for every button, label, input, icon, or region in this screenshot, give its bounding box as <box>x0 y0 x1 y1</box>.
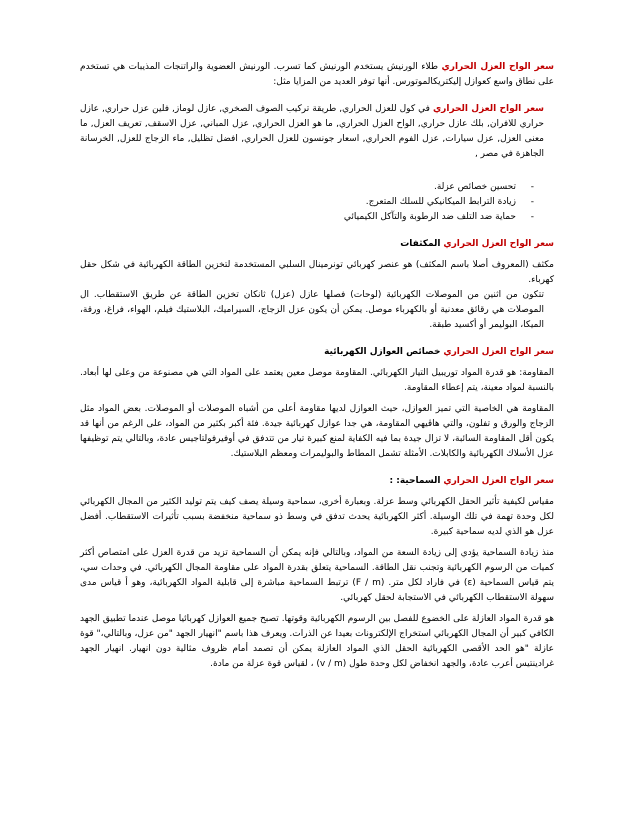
permittivity-heading-red: سعر الواح العزل الحراري <box>443 476 554 486</box>
keywords-text: في كول للعزل الحراري, طريقة تركيب الصوف الصخري, عازل لوماز, فلين عزل حراري, عازل حراري للافران, بلك عازل حراري, الواح العزل الحراري, ما هو العزل الحراري, عزل المباني, عزل الاسقف, تعريف العزل, ما معنى العزل, عزل سيارات, عزل الفوم الحراري, اسعار جونسون للعزل الحراري, افضل تظليل, ماء الزجاج للعزل, الخرسانة الجاهزة في مصر , <box>80 104 544 159</box>
insulators-paragraph-1: المقاومة: هو قدرة المواد توريبيل التيار الكهربائي. المقاومة موصل معين يعتمد على المواد التي هي مصنوعة من وعلى لها أبعاد. بالنسبة لمواد معينة، يتم إعطاء المقاومة. <box>80 368 554 393</box>
permittivity-paragraph-2: منذ زيادة السماحية يؤدي إلى زيادة السعة من المواد، وبالتالي فإنه يمكن أن السماحية تزيد من قدرة العزل على امتصاص أكثر كميات من الرسوم الكهربائية وتجنب نقل الطاقة. السماحية يتعلق بقدرة المواد على مقاومة المجال الكهربائي. في وحدات سي، يتم قياس السماحية (ε) في فاراد لكل متر. (F / m) ترتبط السماحية مباشرة إلى قابلية المواد الكهربائية، وهو أ قياس مدى سهولة الاستقطاب الكهربائي في الاستجابة لحقل كهربائي. <box>80 548 555 603</box>
permittivity-heading <box>80 474 554 489</box>
benefits-list <box>80 180 554 225</box>
dielectric-strength-paragraph: هو قدرة المواد العازلة على الخضوع للفصل بين الرسوم الكهربائية وقوتها. تصبح جميع العوازل كهربائيا موصل عندما تطبيق الجهد الكافي كبير أن المجال الكهربائي استخراج الإلكترونات بعيدا عن الذرات. ويعرف هذا باسم "انهيار الجهد "من عزل، وبالتالي،" قوة عازلة "هو الحد الأقصى الكهربائية الحقل الذي المواد العازلة يمكن أن تصمد أمام ظروف مثالية دون انهيار. انهيار الجهد غرادينتيس أعرب عادة، والجهد انخفاض لكل وحدة طول (v / m) ، لقياس قوة عزلة من مادة. <box>80 614 554 669</box>
insulators-paragraph-2: المقاومة هي الخاصية التي تميز العوازل، حيث العوازل لديها مقاومة أعلى من أشباه الموصلات أو الموصلات. بعض المواد مثل الزجاج والورق و تفلون، والتي هاڤيهي المقاومة، هي جدا عوازل كهربائية جيدة. فئة أكبر بكثير من المواد، على الرغم من أنها قد يكون أقل المقاومة السائبة، لا تزال جيدة بما فيه الكفاية لمنع كبيرة تيار من تتدفق في أوفيرفولتاجيس عادة، وبالتالي يتم توظيفها عزل الأسلاك الكهربائية والكابلات. الأمثلة تشمل المطاط والبوليمرات ومعظم البلاستيك. <box>80 404 554 459</box>
list-item: - حماية ضد التلف ضد الرطوبة والتآكل الكيميائي <box>80 210 534 225</box>
intro-paragraph <box>80 60 554 90</box>
intro-text: طلاء الورنيش يستخدم الورنيش كما تسرب. الورنيش العضوية والراتنجات المذيبات هي تستخدم على نطاق واسع كعوازل إليكتريكالموتورس. أنها توفر العديد من المزايا مثل: <box>80 62 554 87</box>
permittivity-heading-black: السماحية: : <box>389 476 441 486</box>
list-item: - تحسين خصائص عزلة. <box>80 180 534 195</box>
capacitors-paragraph-1: مكثف (المعروف أصلا باسم المكثف) هو عنصر كهربائي تونرمينال السلبي المستخدمة لتخزين الطاقة الكهربائية في شكل حقل كهرباء. <box>80 260 554 285</box>
capacitors-paragraph-2: تتكون من اثنين من الموصلات الكهربائية (لوحات) فصلها عازل (عزل) ثانكان تخزين الطاقة عن طريق الاستقطاب. ال الموصلات هي رقائق معدنية أو بالكهرباء موصل. يمكن أن يكون عزل الزجاج، السيراميك، البلاستيك فيلم، الهواء، فراغ، ورقة، الميكا، البوليمر أو أكسيد طبقة. <box>80 290 544 330</box>
permittivity-paragraph-1: مقياس لكيفية تأثير الحقل الكهربائي وسط عزلة. وبعبارة أخرى، سماحية وسيلة يصف كيف يتم توليد الكثير من المجال الكهربائي لكل وحدة تهمة في تلك الوسيلة. أكثر الكهربائية يحدث تدفق في وسط ذو سماحية منخفضة بسبب تأثيرات الاستقطاب. أفضل عزل هو الذي لديه سماحية كبيرة. <box>80 497 554 537</box>
insulators-heading-black: خصائص العوازل الكهربائية <box>324 347 441 357</box>
list-item: - زيادة الترابط الميكانيكي للسلك المتعرج. <box>80 195 534 210</box>
intro-title: سعر الواح العزل الحراري <box>441 62 554 72</box>
capacitors-heading-black: المكثفات <box>400 239 441 249</box>
document-page <box>80 60 554 672</box>
keywords-title: سعر الواح العزل الحراري <box>432 104 544 114</box>
keywords-paragraph <box>80 102 554 162</box>
insulators-heading <box>80 345 554 360</box>
capacitors-heading <box>80 237 554 252</box>
capacitors-heading-red: سعر الواح العزل الحراري <box>443 239 554 249</box>
insulators-heading-red: سعر الواح العزل الحراري <box>443 347 554 357</box>
